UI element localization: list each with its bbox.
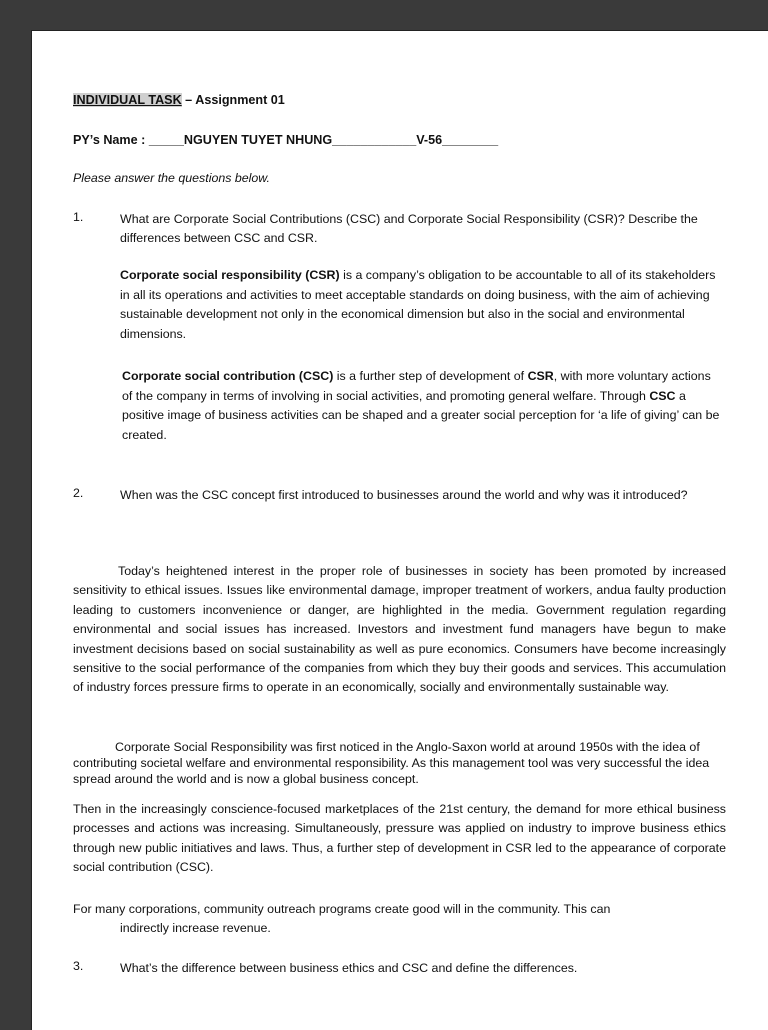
answer-2-paragraph-1: Today’s heightened interest in the proper role of businesses in society has been promoted by increased sensitivity to ethical issues. Issues like environmental damage, improper treatment of workers, andua faulty production leading to customers inconvenience or danger, are highlighted in the media. Government regulation regarding environmental and social issues has increased. Investors and investment fund managers have begun to make investment decisions based on social sustainability as well as pure economics. Consumers have become increasingly sensitive to the social performance of the companies from which they buy their goods and services. This accumulation of industry forces pressure firms to operate in an economically, socially and environmentally sustainable way. [73,564,726,695]
instructions: Please answer the questions below. [73,171,270,185]
csc-term: Corporate social contribution (CSC) [122,369,334,383]
csr-text: is a company’s obligation to be accountable to all of its stakeholders in all its operations and activities to meet acceptable standards on doing business, with the aim of achieving sustainable development not only in the economical dimension but also in the social and environmental dimensions. [120,268,716,342]
answer-2-paragraph-4-line-2: indirectly increase revenue. [120,921,271,935]
answer-2-paragraph-2: Corporate Social Responsibility was first noticed in the Anglo-Saxon world at around 1950s with the idea of contributing societal welfare and environmental responsibility. As this management tool was very successful the idea spread around the world and is now a global business concept. [73,740,710,786]
document-body [32,31,768,1030]
student-name-line: PY’s Name : _____NGUYEN TUYET NHUNG____________V-56________ [73,133,499,147]
csr-definition [120,266,724,345]
csc-text-b: , with more voluntary actions of the company in terms of involving in social activities, and promoting general welfare. Through [122,369,711,403]
question-3-number: 3. [73,959,84,973]
task-suffix: – Assignment 01 [181,93,285,107]
csc-csr-bold: CSR [527,369,554,383]
document-page [31,30,768,1030]
answer-2-paragraph-4-line-1: For many corporations, community outreach programs create good will in the community. This can [73,902,611,916]
csc-csc-bold: CSC [649,388,676,403]
csc-text-a: is a further step of development of [333,369,528,383]
answer-2-paragraph-3: Then in the increasingly conscience-focused marketplaces of the 21st century, the demand for more ethical business processes and actions was increasing. Simultaneously, pressure was applied on industry to improve business ethics through new public initiatives and laws. Thus, a further step of development in CSR led to the appearance of corporate social contribution (CSC). [73,802,726,875]
csr-term: Corporate social responsibility (CSR) [120,268,340,282]
answer-2-paragraph-4 [73,900,726,938]
question-2-number: 2. [73,486,84,500]
assignment-title [73,93,285,107]
csc-definition [122,367,724,446]
question-2-text: When was the CSC concept first introduced to businesses around the world and why was it introduced? [120,488,688,502]
csc-text-c: a positive image of business activities can be shaped and a greater social perception for ‘a life of giving’ can be created. [122,388,720,443]
question-3-text: What’s the difference between business ethics and CSC and define the differences. [120,961,578,975]
task-label: INDIVIDUAL TASK [73,93,182,107]
question-1-number: 1. [73,210,84,224]
question-1-text: What are Corporate Social Contributions (CSC) and Corporate Social Responsibility (CSR)? Describe the differences between CSC and CSR. [120,212,698,245]
